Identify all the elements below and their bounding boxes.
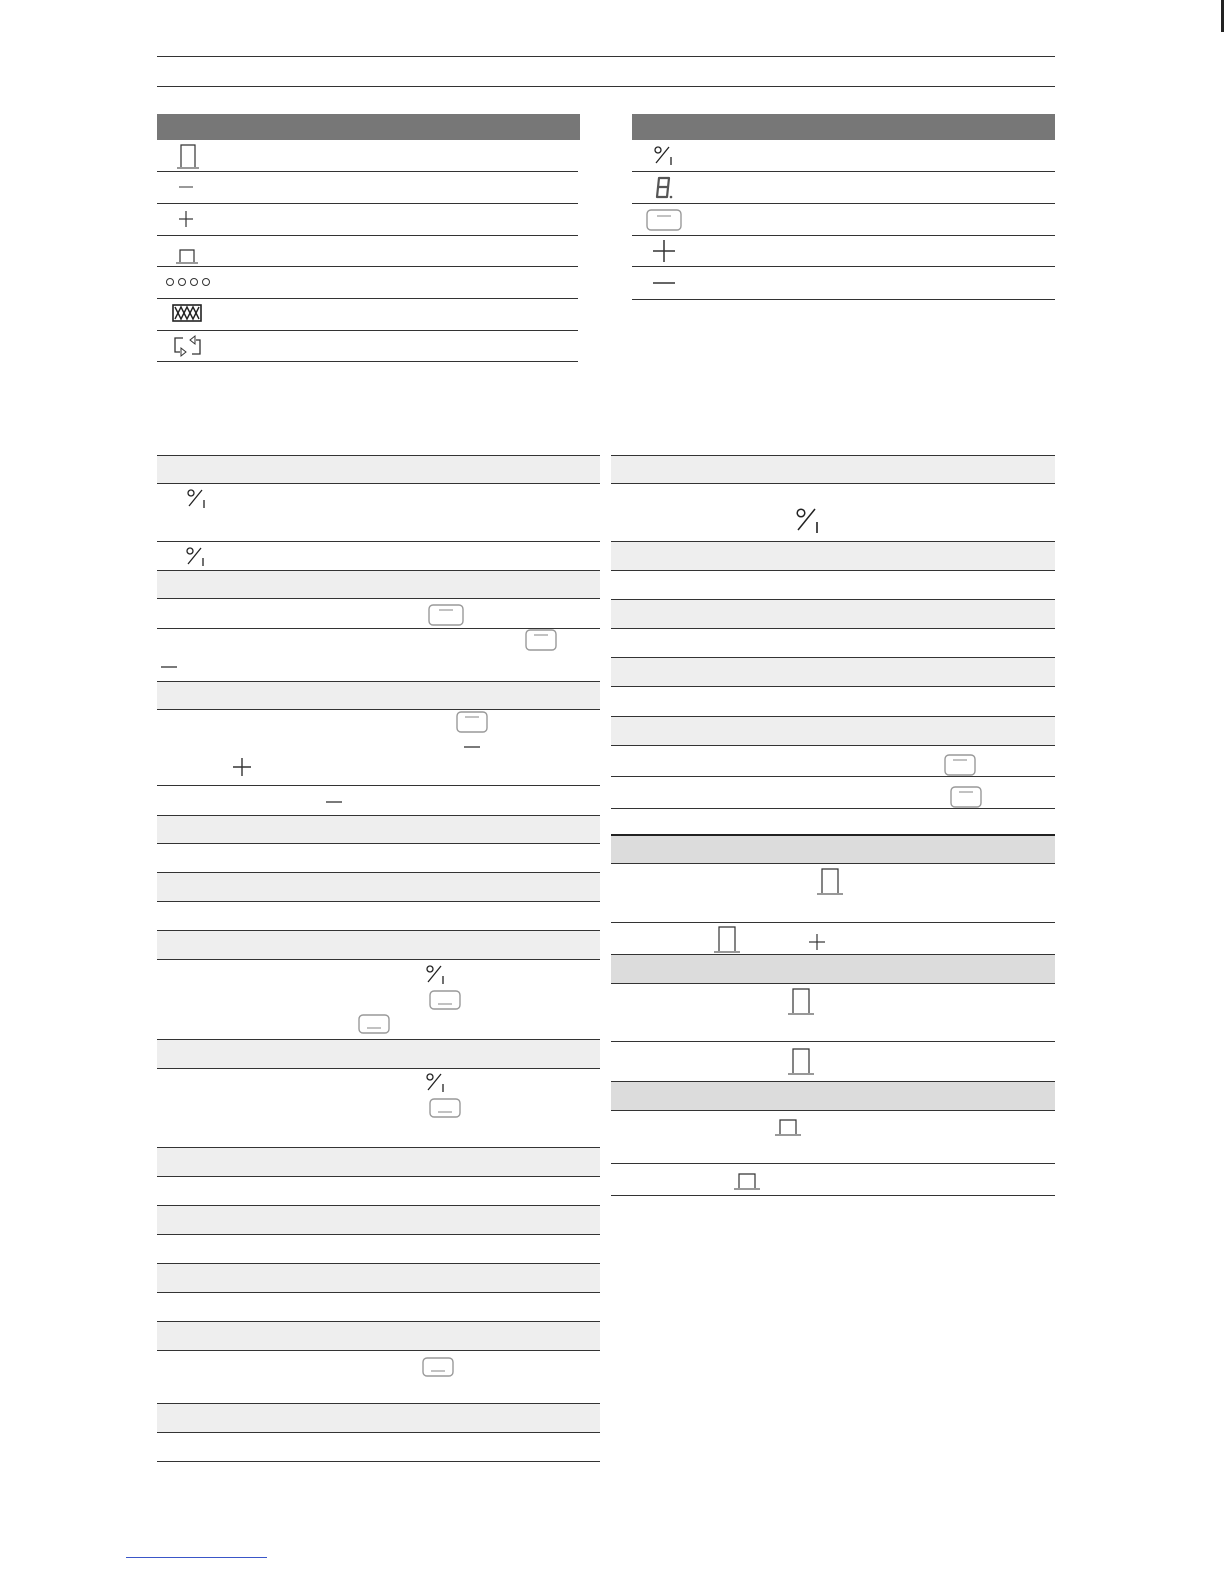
plus-icon [652, 240, 676, 262]
table-row [157, 204, 578, 236]
table-row [632, 236, 1055, 267]
table-row [611, 571, 1055, 600]
section-header-row [157, 815, 600, 844]
table-row [632, 172, 1055, 204]
table-row [157, 236, 578, 267]
power-percent-icon [187, 489, 207, 509]
table-row [632, 140, 1055, 172]
section-header-row [611, 657, 1055, 687]
power-percent-icon [426, 1073, 446, 1093]
plus-icon [178, 210, 194, 228]
door-tall-icon [787, 1047, 815, 1075]
table-row [611, 984, 1055, 1042]
table-row [157, 331, 578, 362]
power-percent-icon [186, 547, 206, 567]
plus-icon [232, 757, 252, 777]
footer-link-underline[interactable] [126, 1557, 267, 1558]
rotate-arrows-icon [172, 334, 204, 358]
power-percent-icon [654, 146, 674, 166]
section-header-row [611, 954, 1055, 984]
table-row [157, 1433, 600, 1462]
table-row [611, 923, 1055, 955]
table-row [632, 267, 1055, 300]
section-header-row [157, 681, 600, 710]
section-header-row [157, 1205, 600, 1235]
table-row [157, 172, 578, 204]
door-short-icon [774, 1118, 802, 1136]
legend-header-bar-left [157, 114, 580, 140]
table-row [611, 1164, 1055, 1196]
table-row [611, 746, 1055, 777]
power-percent-icon [426, 965, 446, 985]
table-row [157, 1351, 600, 1404]
section-header-row [611, 541, 1055, 571]
power-percent-icon [796, 508, 820, 534]
table-row [157, 1177, 600, 1206]
table-row [157, 299, 578, 331]
door-tall-icon [816, 867, 844, 895]
door-short-icon [733, 1172, 761, 1190]
minus-icon [325, 799, 343, 805]
table-row [611, 687, 1055, 717]
section-header-row [157, 930, 600, 960]
table-row [157, 599, 600, 629]
table-row [632, 204, 1055, 236]
seven-segment-digit-icon [654, 176, 676, 200]
table-row [157, 844, 600, 873]
table-row [611, 1111, 1055, 1164]
rounded-rectangle-key-icon [422, 1357, 454, 1377]
legend-header-bar-right [632, 114, 1055, 140]
section-header-row [157, 1403, 600, 1433]
table-row [611, 484, 1055, 542]
door-short-icon [175, 248, 199, 264]
table-row [611, 1042, 1055, 1082]
top-rule [157, 56, 1055, 57]
table-row [157, 786, 600, 816]
section-header-row [611, 455, 1055, 484]
table-row [157, 710, 600, 786]
four-circles-icon [165, 277, 213, 287]
rounded-rectangle-key-icon [944, 754, 976, 776]
minus-icon [178, 183, 194, 189]
table-row [611, 629, 1055, 658]
minus-icon [160, 664, 178, 670]
table-row [157, 1235, 600, 1264]
rounded-rectangle-key-icon [646, 209, 682, 231]
section-header-row [611, 716, 1055, 746]
section-header-row [157, 1263, 600, 1293]
minus-icon [652, 280, 676, 286]
plus-icon [808, 933, 826, 951]
door-tall-icon [713, 925, 741, 953]
rounded-rectangle-key-icon [525, 629, 557, 651]
section-header-row [611, 1081, 1055, 1111]
table-row [157, 484, 600, 542]
table-row [157, 902, 600, 931]
door-tall-icon [176, 143, 200, 169]
section-header-row [611, 834, 1055, 864]
table-row [157, 1069, 600, 1148]
table-row [611, 777, 1055, 809]
cross-hatch-icon [172, 304, 202, 322]
section-header-row [157, 570, 600, 599]
table-row [157, 542, 600, 571]
section-header-row [157, 1039, 600, 1069]
rounded-rectangle-key-icon [950, 786, 982, 808]
minus-icon [463, 744, 481, 750]
section-header-row [157, 1321, 600, 1351]
rounded-rectangle-key-icon [429, 1098, 461, 1118]
table-row [157, 1293, 600, 1322]
top-rule-2 [157, 86, 1055, 87]
table-row [157, 267, 578, 299]
rounded-rectangle-key-icon [358, 1014, 390, 1034]
rounded-rectangle-key-icon [428, 604, 464, 626]
section-header-row [157, 1147, 600, 1177]
door-tall-icon [787, 987, 815, 1015]
rounded-rectangle-key-icon [429, 990, 461, 1010]
section-header-row [157, 872, 600, 902]
section-header-row [157, 455, 600, 484]
section-header-row [611, 599, 1055, 629]
rounded-rectangle-key-icon [456, 711, 488, 733]
table-row [157, 140, 578, 172]
